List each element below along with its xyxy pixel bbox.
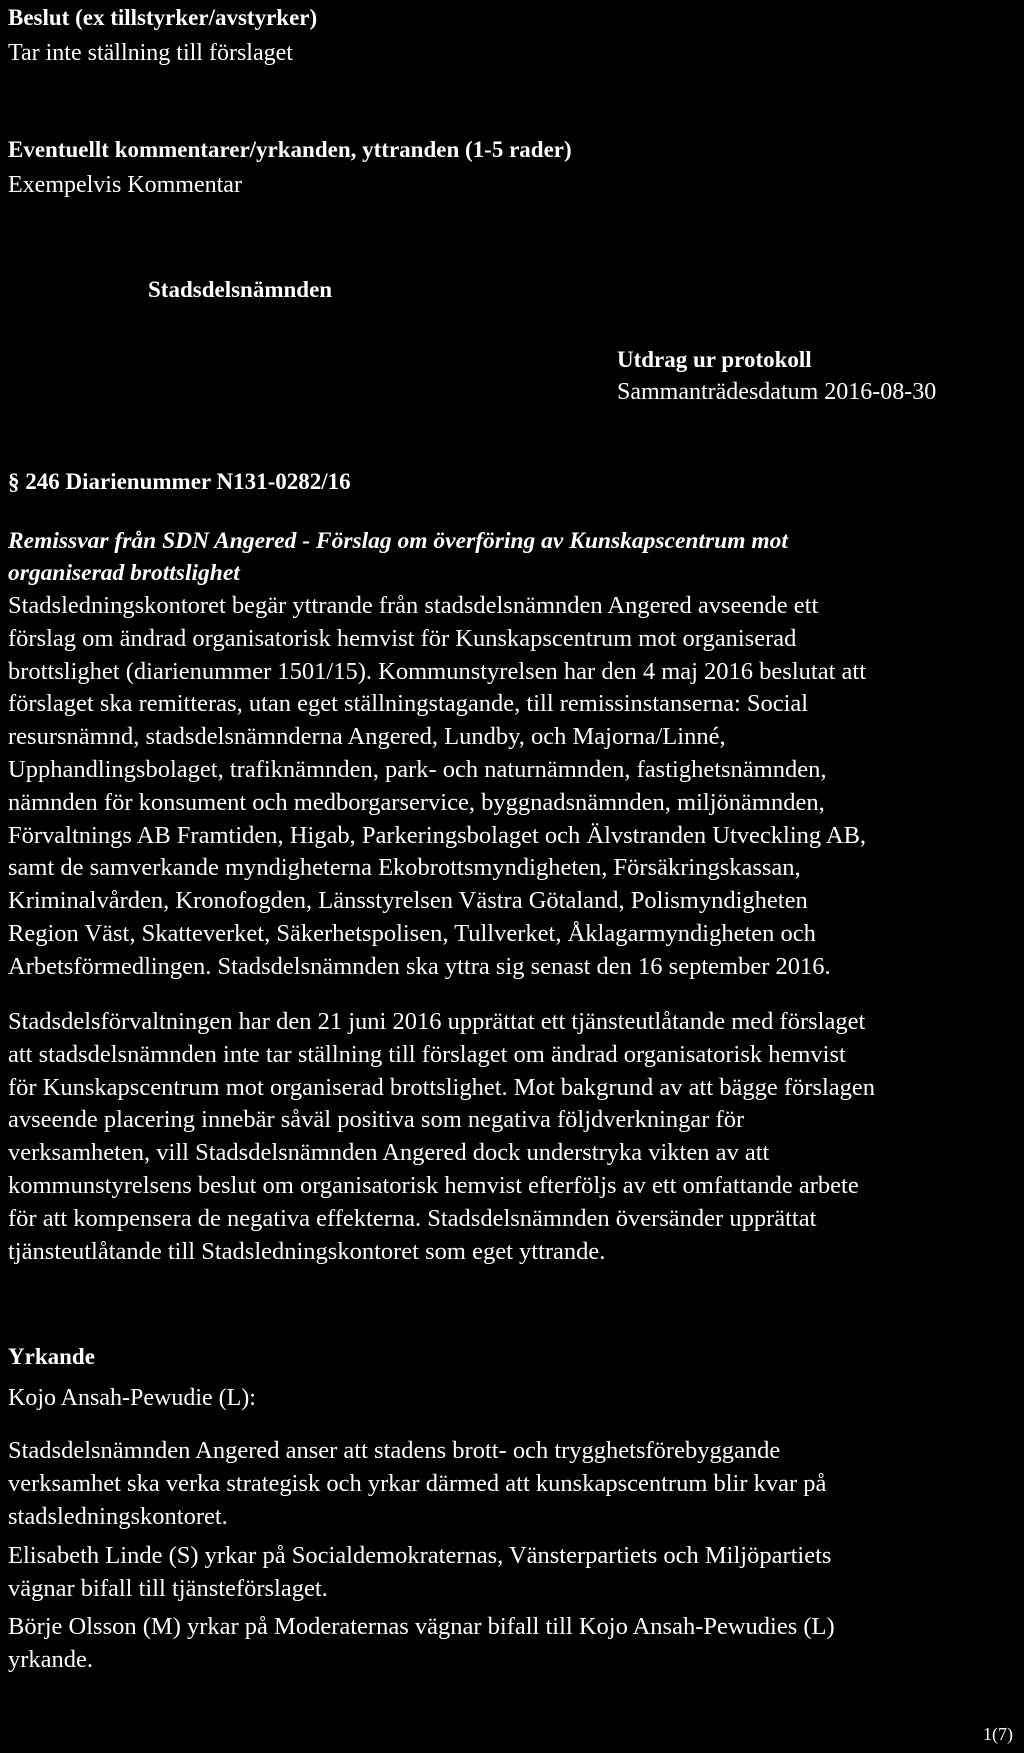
text-line: Arbetsförmedlingen. Stadsdelsnämnden ska yttra sig senast den 16 september 2016. [8, 952, 831, 980]
text-line: brottslighet (diarienummer 1501/15). Kommunstyrelsen har den 4 maj 2016 beslutat att [8, 657, 867, 685]
text-line: kommunstyrelsens beslut om organisatorisk hemvist efterföljs av ett omfattande arbete [8, 1171, 859, 1199]
text-line: Upphandlingsbolaget, trafiknämnden, park- och naturnämnden, fastighetsnämnden, [8, 755, 827, 783]
text-line: Elisabeth Linde (S) yrkar på Socialdemokraternas, Vänsterpartiets och Miljöpartiets [8, 1542, 832, 1569]
text-line: Stadsdelsförvaltningen har den 21 juni 2016 upprättat ett tjänsteutlåtande med förslaget [8, 1008, 866, 1035]
meeting-date: Sammanträdesdatum 2016-08-30 [617, 379, 937, 405]
text-line: Region Väst, Skatteverket, Säkerhetspolisen, Tullverket, Åklagarmyndigheten och [8, 919, 816, 947]
text-line: yrkande. [8, 1645, 94, 1673]
committee-name: Stadsdelsnämnden [148, 277, 333, 302]
body-paragraph-1 [8, 590, 866, 984]
comment-heading: Eventuellt kommentarer/yrkanden, yttranden (1-5 rader) [8, 137, 572, 162]
page-number: 1(7) [983, 1724, 1013, 1744]
text-line: för att kompensera de negativa effekterna. Stadsdelsnämnden översänder upprättat [8, 1204, 817, 1232]
text-line: tjänsteutlåtande till Stadsledningskontoret som eget yttrande. [8, 1237, 606, 1265]
text-line: avseende placering innebär såväl positiva som negativa följdverkningar för [8, 1106, 745, 1134]
yrkande-person: Kojo Ansah-Pewudie (L): [8, 1385, 256, 1411]
comment-value: Exempelvis Kommentar [8, 172, 242, 198]
text-line: Kriminalvården, Kronofogden, Länsstyrelsen Västra Götaland, Polismyndigheten [8, 887, 808, 915]
text-line: nämnden för konsument och medborgarservice, byggnadsnämnden, miljönämnden, [8, 788, 825, 816]
text-line: för Kunskapscentrum mot organiserad brottslighet. Mot bakgrund av att bägge förslagen [8, 1073, 876, 1101]
beslut-heading: Beslut (ex tillstyrker/avstyrker) [8, 5, 318, 30]
text-line: Börje Olsson (M) yrkar på Moderaternas vägnar bifall till Kojo Ansah-Pewudies (L) [8, 1613, 835, 1640]
text-line: resursnämnd, stadsdelsnämnderna Angered, Lundby, och Majorna/Linné, [8, 723, 726, 751]
beslut-value: Tar inte ställning till förslaget [8, 40, 293, 66]
subject-line: Remissvar från SDN Angered - Förslag om överföring av Kunskapscentrum mot [8, 528, 788, 554]
text-line: vägnar bifall till tjänsteförslaget. [8, 1574, 328, 1602]
text-line: Förvaltnings AB Framtiden, Higab, Parkeringsbolaget och Älvstranden Utveckling AB, [8, 821, 867, 849]
text-line: förslag om ändrad organisatorisk hemvist för Kunskapscentrum mot organiserad [8, 624, 797, 652]
text-line: Stadsdelsnämnden Angered anser att stadens brott- och trygghetsförebyggande [8, 1437, 781, 1464]
yrkande-text-2 [8, 1540, 831, 1606]
yrkande-text-3 [8, 1611, 835, 1677]
text-line: verksamhet ska verka strategisk och yrkar därmed att kunskapscentrum blir kvar på [8, 1469, 827, 1497]
body-paragraph-2 [8, 1006, 875, 1268]
yrkande-text-1 [8, 1435, 826, 1533]
text-line: samt de samverkande myndigheterna Ekobrottsmyndigheten, Försäkringskassan, [8, 854, 801, 882]
yrkande-heading: Yrkande [8, 1344, 95, 1369]
protocol-title: Utdrag ur protokoll [617, 347, 812, 372]
text-line: stadsledningskontoret. [8, 1502, 228, 1530]
subject-line: organiserad brottslighet [8, 560, 240, 586]
text-line: Stadsledningskontoret begär yttrande från stadsdelsnämnden Angered avseende ett [8, 592, 819, 619]
text-line: förslaget ska remitteras, utan eget ställningstagande, till remissinstanserna: Social [8, 690, 809, 718]
text-line: verksamheten, vill Stadsdelsnämnden Angered dock understryka vikten av att [8, 1139, 770, 1167]
paragraph-heading: § 246 Diarienummer N131-0282/16 [8, 469, 351, 494]
text-line: att stadsdelsnämnden inte tar ställning till förslaget om ändrad organisatorisk hemvist [8, 1040, 846, 1068]
subject-title [8, 525, 788, 589]
